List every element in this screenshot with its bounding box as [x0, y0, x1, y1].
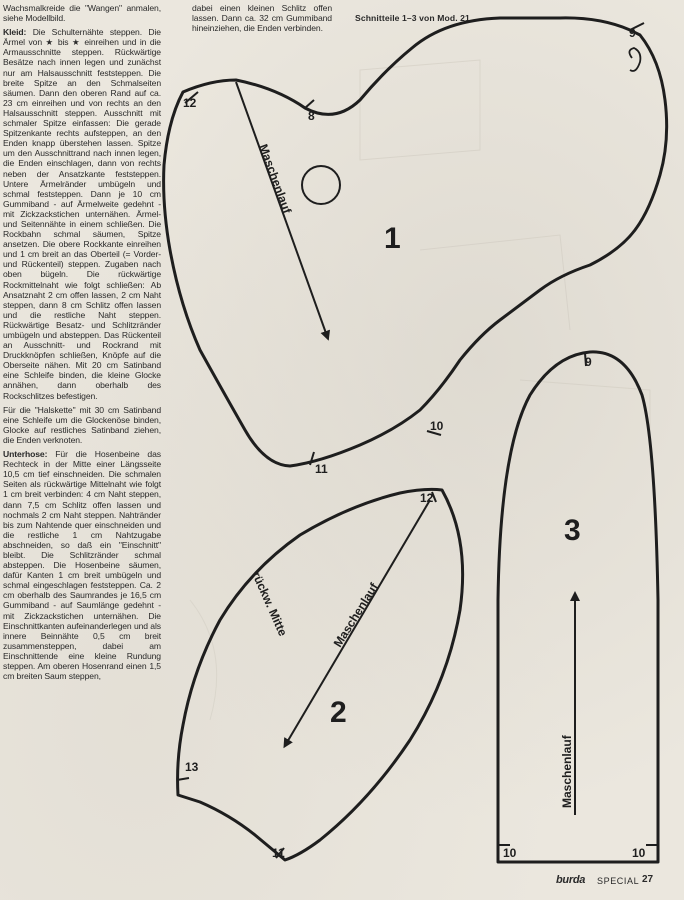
pattern-1-mark-10: 10 [430, 419, 444, 433]
kleid-heading: Kleid: [3, 27, 27, 38]
pattern-2-number: 2 [330, 696, 347, 729]
footer-brand: burda [556, 874, 586, 886]
page-header: Schnitteile 1–3 von Mod. 21 [355, 13, 470, 23]
kleid-text: Die Schulternähte steppen. Die Ärmel von ★ bis ★ einreihen und in die Armausschnitte steppen. Rückwärtige Besätze nach innen legen und zunächst nur am Halsausschnitt feststeppen. Die breite Spitze an den Schmalseiten säumen. Dann den oberen Rand auf ca. 23 cm einreihen und von rechts an den Halsausschnitt steppen. Ausschnitt mit schmaler Spitze einfassen: Die gerade Spitzenkante rechts aufsteppen, an den Enden knapp überstehen lassen. Spitze um den Ausschnittrand nach innen legen, die Enden einschlagen, dann von rechts neben der Ansatzkante feststeppen. Untere Ärmelränder umbügeln und schmal feststeppen. Dann je 10 cm Gummiband - auf Ärmelweite gedehnt - mit Zickzackstichen unternähen. Ärmel- und Seitennähte in einem schließen. Die Rockbahn schmal säumen, Spitze ansetzen. Die obere Rockkante einreihen und 1 cm breit an das Oberteil (= Vorder- und Rückenteil) steppen. Zugaben nach oben bügeln. Die rückwärtige Rockmittelnaht wie folgt schließen: Ab Ansatznaht 2 cm offen lassen, 2 cm Naht steppen, dann 8 cm Schlitz offen lassen und die restliche Naht steppen. Rückwärtige Besatz- und Schlitzränder umbügeln und absteppen. Das Rückenteil an Ausschnitt- und Rockrand mit Druckknöpfen schließen, Knöpfe auf die Oberseite nähen. Mit 20 cm Satinband eine Schleife binden, die kleine Glocke annähen, dann oberhalb des Rockschlitzes befestigen. [3, 27, 161, 401]
pattern-2-grain-label: Maschenlauf [330, 580, 382, 650]
pattern-piece-2 [177, 489, 463, 860]
page-number: 27 [642, 874, 654, 885]
pattern-1-mark-11: 11 [315, 462, 328, 476]
pattern-1-mark-9: 9 [629, 26, 636, 40]
pattern-2-mark-12: 12 [420, 491, 434, 505]
unterhose-text: Für die Hosenbeine das Rechteck in der Mitte einer Längsseite 10,5 cm tief einschneiden. Die schmalen Seiten als rückwärtige Mittelnaht wie folgt 1 cm breit verbinden: 4 cm Naht steppen, dann 7,5 cm Schlitz offen lassen und nochmals 2 cm Naht steppen. Nahtränder bis zum Nahtende quer einschneiden und die restliche 1 cm Nahtzugabe abschneiden, so daß ein "Einschnitt" bleibt. Die Schlitzränder schmal absteppen. Die Hosenbeine säumen, dafür Kanten 1 cm breit umbügeln und schmal eingeschlagen feststeppen. Ca. 2 cm oberhalb des Saumrandes je 16,5 cm Gummiband - auf Saumlänge gedehnt - mit Zickzackstichen unternähen. Die Einschnittkanten aufeinanderlegen und als innere Beinnähte 0,5 cm breit zusammensteppen, dabei am Einschnittende eine kleine Rundung steppen. Am oberen Hosenrand einen 1,5 cm breiten Saum steppen, [3, 449, 161, 682]
pattern-2-mark-13: 13 [185, 760, 199, 774]
pattern-1-squiggle [629, 48, 640, 71]
pattern-3-number: 3 [564, 514, 581, 547]
pattern-1-circle [302, 166, 340, 204]
pattern-1-grain-label: Maschenlauf [256, 142, 295, 216]
pattern-2-outline [178, 489, 463, 860]
intro-paragraph: Wachsmalkreide die "Wangen" anmalen, siehe Modellbild. [3, 3, 161, 24]
pattern-piece-3 [498, 352, 658, 862]
pattern-1-mark-12: 12 [183, 96, 197, 110]
pattern-1-outline [164, 18, 667, 466]
pattern-1-mark-8: 8 [308, 109, 315, 123]
pattern-3-mark-10-left: 10 [503, 846, 517, 860]
pattern-1-notch-8 [305, 100, 314, 108]
pattern-1-number: 1 [384, 222, 401, 255]
pattern-3-mark-9: 9 [585, 355, 592, 369]
pattern-3-outline [498, 352, 658, 862]
pattern-3-mark-10-right: 10 [632, 846, 646, 860]
unterhose-heading: Unterhose: [3, 449, 48, 460]
pattern-piece-1 [164, 18, 667, 476]
halskette-paragraph: Für die "Halskette" mit 30 cm Satinband eine Schleife um die Glockenöse binden, Glocke auf restliches Satinband ziehen, die Enden verknoten. [3, 404, 161, 445]
column2-paragraph: dabei einen kleinen Schlitz offen lassen. Dann ca. 32 cm Gummiband hineinziehen, die Enden verbinden. [192, 3, 332, 34]
background-print-through [190, 60, 650, 720]
pattern-3-grain-label: Maschenlauf [560, 735, 574, 808]
pattern-2-center-label: rückw. Mitte [249, 569, 291, 639]
pattern-2-mark-11: 11 [272, 846, 285, 860]
footer-special: SPECIAL [597, 876, 640, 886]
